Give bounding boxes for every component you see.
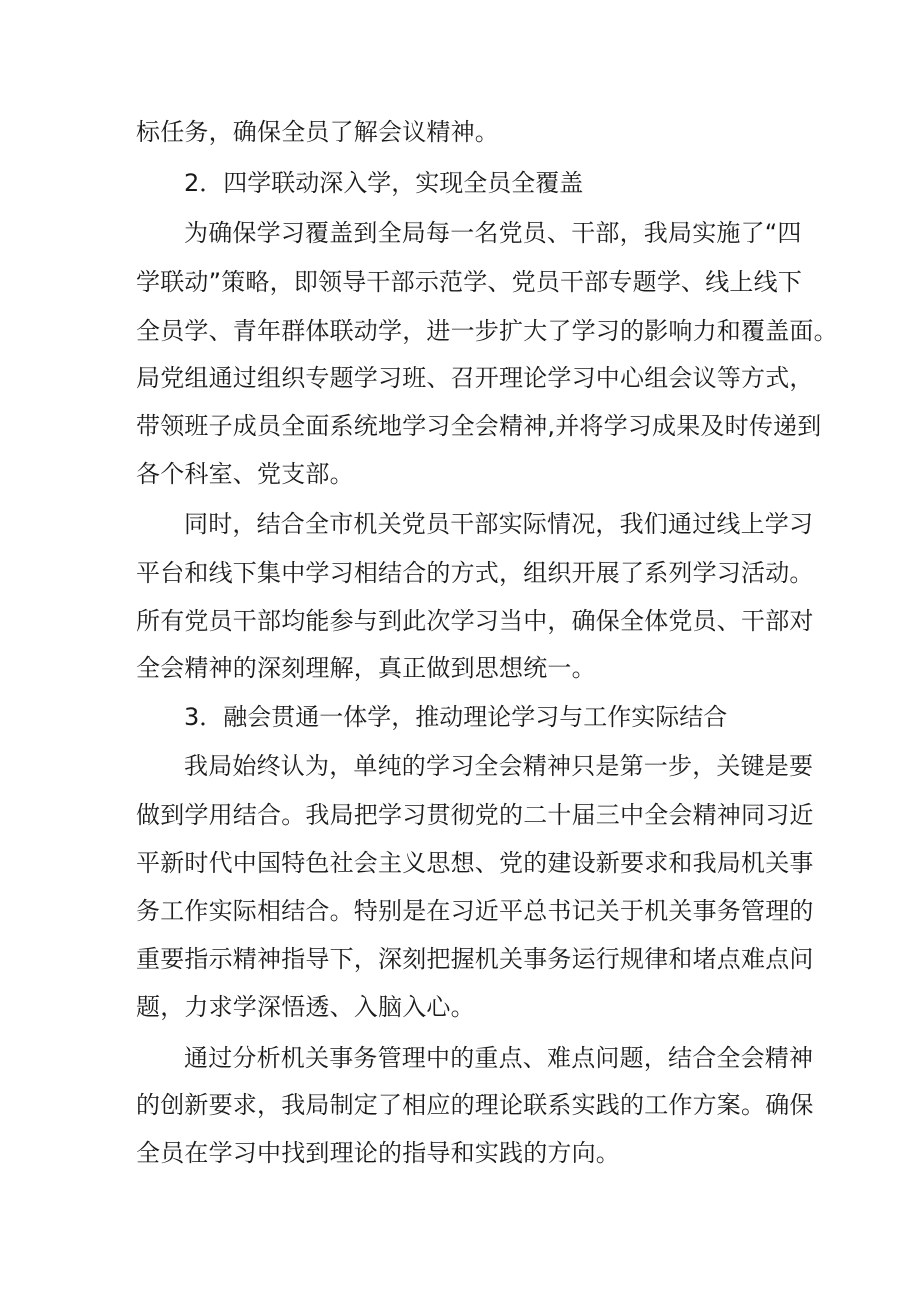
paragraph-line: 所有党员干部均能参与到此次学习当中，确保全体党员、干部对 xyxy=(136,607,814,635)
paragraph-line: 做到学用结合。我局把学习贯彻党的二十届三中全会精神同习近 xyxy=(136,801,814,829)
paragraph-line: 全员学、青年群体联动学，进一步扩大了学习的影响力和覆盖面。 xyxy=(136,317,838,345)
section-heading-2: 2．四学联动深入学，实现全员全覆盖 xyxy=(184,169,584,197)
paragraph-line: 同时，结合全市机关党员干部实际情况，我们通过线上学习 xyxy=(184,510,814,538)
paragraph-line: 题，力求学深悟透、入脑入心。 xyxy=(136,993,475,1021)
paragraph-line: 通过分析机关事务管理中的重点、难点问题，结合全会精神 xyxy=(184,1044,814,1072)
paragraph-line: 标任务，确保全员了解会议精神。 xyxy=(136,118,499,146)
paragraph-line: 带领班子成员全面系统地学习全会精神,并将学习成果及时传递到 xyxy=(136,412,822,440)
paragraph-line: 平新时代中国特色社会主义思想、党的建设新要求和我局机关事 xyxy=(136,849,814,877)
paragraph-line: 学联动”策略，即领导干部示范学、党员干部专题学、线上线下 xyxy=(136,268,803,296)
paragraph-line: 务工作实际相结合。特别是在习近平总书记关于机关事务管理的 xyxy=(136,897,814,925)
paragraph-line: 各个科室、党支部。 xyxy=(136,460,354,488)
section-heading-3: 3．融会贯通一体学，推动理论学习与工作实际结合 xyxy=(184,703,728,731)
paragraph-line: 平台和线下集中学习相结合的方式，组织开展了系列学习活动。 xyxy=(136,559,814,587)
paragraph-line: 为确保学习覆盖到全局每一名党员、干部，我局实施了“四 xyxy=(184,219,802,247)
paragraph-line: 全会精神的深刻理解，真正做到思想统一。 xyxy=(136,654,596,682)
paragraph-line: 重要指示精神指导下，深刻把握机关事务运行规律和堵点难点问 xyxy=(136,945,814,973)
paragraph-line: 的创新要求，我局制定了相应的理论联系实践的工作方案。确保 xyxy=(136,1091,814,1119)
paragraph-line: 我局始终认为，单纯的学习全会精神只是第一步，关键是要 xyxy=(184,752,814,780)
paragraph-line: 局党组通过组织专题学习班、召开理论学习中心组会议等方式， xyxy=(136,364,814,392)
paragraph-line: 全员在学习中找到理论的指导和实践的方向。 xyxy=(136,1139,620,1167)
